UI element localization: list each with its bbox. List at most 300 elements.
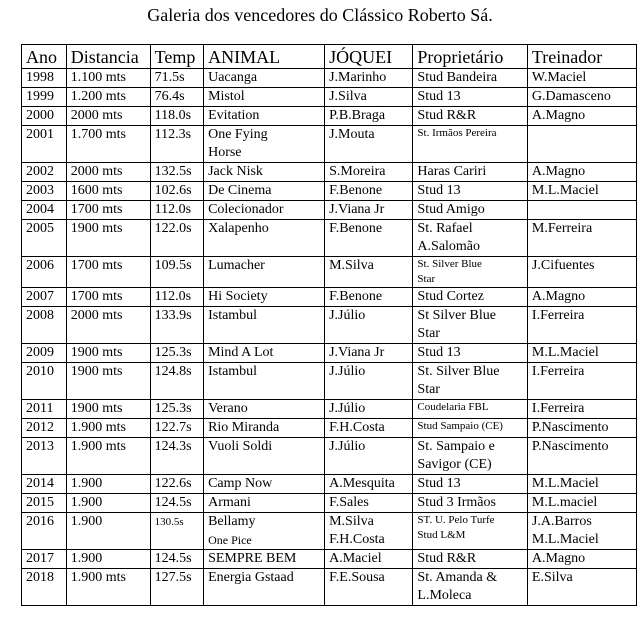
cell-temp (150, 288, 203, 307)
cell-distancia-text: 1700 mts (70, 258, 123, 273)
cell-joquei-line: A.Maciel (329, 551, 382, 566)
cell-ano-text: 2005 (26, 221, 54, 236)
cell-treinador-line: I.Ferreira (531, 308, 585, 323)
cell-treinador-line: J.A.Barros (531, 514, 592, 529)
cell-distancia-text: 1.100 mts (70, 70, 126, 85)
cell-animal-line: SEMPRE BEM (208, 551, 297, 566)
cell-animal (204, 344, 325, 363)
cell-animal-line: One Fying (208, 127, 268, 142)
cell-proprietario-line: Stud Cortez (417, 289, 484, 304)
table-row (22, 363, 637, 400)
table-row (22, 475, 637, 494)
cell-joquei-line: J.Mouta (329, 127, 375, 142)
cell-proprietario-line: Stud 3 Irmãos (417, 495, 496, 510)
cell-joquei-line: J.Júlio (329, 308, 366, 323)
cell-ano (22, 344, 67, 363)
cell-treinador-line: M.L.Maciel (531, 476, 599, 491)
cell-temp (150, 550, 203, 569)
cell-proprietario-line: Stud R&R (417, 108, 477, 123)
cell-ano-text: 2000 (26, 108, 54, 123)
table-row (22, 220, 637, 257)
cell-temp (150, 494, 203, 513)
cell-animal-line: Energia Gstaad (208, 570, 294, 585)
cell-treinador-line: J.Cifuentes (531, 258, 595, 273)
cell-temp-text: 133.9s (154, 308, 192, 323)
cell-ano-text: 2001 (26, 127, 54, 142)
cell-distancia (66, 494, 150, 513)
cell-treinador (527, 163, 636, 182)
cell-proprietario-line: Haras Cariri (417, 164, 487, 179)
header-temp: Temp (150, 45, 203, 69)
cell-temp-text: 112.0s (154, 289, 192, 304)
cell-ano (22, 400, 67, 419)
cell-distancia (66, 182, 150, 201)
cell-ano-text: 2014 (26, 476, 54, 491)
table-row (22, 201, 637, 220)
cell-distancia-text: 1.900 mts (70, 570, 126, 585)
cell-temp (150, 400, 203, 419)
cell-animal-line: Mistol (208, 89, 245, 104)
cell-proprietario (413, 513, 527, 550)
cell-animal (204, 400, 325, 419)
cell-joquei (325, 201, 413, 220)
cell-distancia (66, 419, 150, 438)
cell-treinador-line: A.Magno (531, 551, 586, 566)
cell-joquei (325, 257, 413, 288)
cell-proprietario-line: St. Irmãos Pereira (417, 127, 497, 139)
cell-temp-text: 124.5s (154, 495, 192, 510)
cell-joquei-line: J.Júlio (329, 364, 366, 379)
cell-ano (22, 550, 67, 569)
cell-ano (22, 438, 67, 475)
cell-proprietario-line: Star (417, 326, 440, 341)
cell-proprietario-line: Stud Sampaio (CE) (417, 420, 503, 432)
cell-joquei (325, 513, 413, 550)
cell-ano (22, 494, 67, 513)
cell-joquei (325, 163, 413, 182)
cell-temp-text: 112.3s (154, 127, 192, 142)
cell-treinador (527, 182, 636, 201)
cell-treinador-line: G.Damasceno (531, 89, 611, 104)
cell-treinador (527, 220, 636, 257)
cell-temp-text: 122.0s (154, 221, 192, 236)
cell-ano (22, 569, 67, 606)
cell-treinador (527, 201, 636, 220)
cell-joquei (325, 307, 413, 344)
cell-ano-text: 2016 (26, 514, 54, 529)
table-row (22, 569, 637, 606)
cell-treinador-line: E.Silva (531, 570, 573, 585)
header-ano: Ano (22, 45, 67, 69)
cell-distancia-text: 1.200 mts (70, 89, 126, 104)
cell-animal (204, 88, 325, 107)
cell-treinador-line: M.L.Maciel (531, 183, 599, 198)
cell-temp (150, 513, 203, 550)
cell-treinador-line: M.L.Maciel (531, 345, 599, 360)
cell-temp-text: 76.4s (154, 89, 185, 104)
cell-treinador (527, 126, 636, 163)
cell-proprietario-line: St. Amanda & (417, 570, 498, 585)
cell-treinador (527, 569, 636, 606)
cell-animal (204, 69, 325, 88)
cell-proprietario (413, 475, 527, 494)
cell-ano (22, 288, 67, 307)
cell-ano (22, 307, 67, 344)
cell-proprietario-line: A.Salomão (417, 239, 481, 254)
cell-treinador-line: A.Magno (531, 289, 586, 304)
cell-joquei (325, 494, 413, 513)
table-row (22, 126, 637, 163)
table-row (22, 257, 637, 288)
cell-proprietario (413, 107, 527, 126)
cell-proprietario (413, 363, 527, 400)
cell-joquei-line: P.B.Braga (329, 108, 386, 123)
cell-temp-text: 124.8s (154, 364, 192, 379)
cell-animal (204, 475, 325, 494)
cell-animal-line: Istambul (208, 364, 258, 379)
cell-distancia-text: 2000 mts (70, 164, 123, 179)
cell-treinador (527, 438, 636, 475)
cell-joquei (325, 419, 413, 438)
header-proprietario: Proprietário (413, 45, 527, 69)
table-row (22, 307, 637, 344)
cell-animal (204, 550, 325, 569)
cell-proprietario (413, 494, 527, 513)
cell-treinador-line: P.Nascimento (531, 420, 609, 435)
cell-proprietario (413, 182, 527, 201)
cell-animal (204, 438, 325, 475)
cell-distancia (66, 307, 150, 344)
cell-temp-text: 71.5s (154, 70, 185, 85)
cell-proprietario-line: Stud 13 (417, 183, 461, 198)
cell-distancia (66, 513, 150, 550)
cell-proprietario (413, 88, 527, 107)
cell-treinador (527, 344, 636, 363)
cell-temp-text: 132.5s (154, 164, 192, 179)
cell-temp-text: 125.3s (154, 401, 192, 416)
cell-animal-line: Hi Society (208, 289, 268, 304)
cell-animal (204, 220, 325, 257)
cell-animal-line: Mind A Lot (208, 345, 274, 360)
table-row (22, 344, 637, 363)
cell-distancia (66, 363, 150, 400)
cell-animal-line: De Cinema (208, 183, 272, 198)
cell-proprietario (413, 344, 527, 363)
cell-temp (150, 419, 203, 438)
cell-animal (204, 163, 325, 182)
cell-distancia-text: 1.900 mts (70, 439, 126, 454)
cell-joquei-line: M.Silva (329, 514, 374, 529)
cell-proprietario (413, 257, 527, 288)
cell-joquei-line: F.Benone (329, 183, 383, 198)
cell-proprietario-line: Stud L&M (417, 529, 466, 541)
cell-proprietario-line: Stud 13 (417, 345, 461, 360)
cell-joquei (325, 126, 413, 163)
cell-joquei-line: J.Júlio (329, 401, 366, 416)
cell-joquei (325, 69, 413, 88)
cell-animal-line: Camp Now (208, 476, 273, 491)
cell-ano (22, 163, 67, 182)
cell-animal-line: Colecionador (208, 202, 284, 217)
cell-proprietario (413, 569, 527, 606)
cell-ano-text: 2018 (26, 570, 54, 585)
cell-ano (22, 419, 67, 438)
cell-proprietario (413, 307, 527, 344)
cell-animal (204, 307, 325, 344)
cell-distancia-text: 1700 mts (70, 289, 123, 304)
cell-distancia-text: 1900 mts (70, 401, 123, 416)
cell-temp-text: 122.7s (154, 420, 192, 435)
cell-distancia-text: 2000 mts (70, 108, 123, 123)
cell-ano (22, 257, 67, 288)
cell-joquei-line: A.Mesquita (329, 476, 395, 491)
cell-treinador (527, 107, 636, 126)
cell-animal (204, 569, 325, 606)
table-row (22, 400, 637, 419)
cell-proprietario (413, 69, 527, 88)
cell-temp (150, 475, 203, 494)
cell-temp (150, 126, 203, 163)
cell-treinador-line: P.Nascimento (531, 439, 609, 454)
cell-ano-text: 2013 (26, 439, 54, 454)
cell-proprietario (413, 550, 527, 569)
cell-ano-text: 2017 (26, 551, 54, 566)
cell-joquei (325, 182, 413, 201)
cell-proprietario-line: ST. U. Pelo Turfe (417, 514, 495, 526)
cell-ano-text: 2008 (26, 308, 54, 323)
cell-distancia (66, 288, 150, 307)
cell-treinador (527, 288, 636, 307)
cell-ano (22, 126, 67, 163)
cell-joquei-line: F.Benone (329, 221, 383, 236)
cell-distancia (66, 88, 150, 107)
cell-proprietario-line: Star (417, 382, 440, 397)
cell-joquei (325, 107, 413, 126)
cell-distancia (66, 163, 150, 182)
cell-distancia (66, 220, 150, 257)
cell-distancia-text: 2000 mts (70, 308, 123, 323)
cell-treinador-line: I.Ferreira (531, 364, 585, 379)
cell-animal-line: Uacanga (208, 70, 258, 85)
cell-animal-line: Jack Nisk (208, 164, 263, 179)
cell-treinador-line: M.L.Maciel (531, 532, 599, 547)
cell-animal-line: Evitation (208, 108, 260, 123)
cell-proprietario (413, 126, 527, 163)
cell-distancia-text: 1900 mts (70, 345, 123, 360)
header-distancia: Distancia (66, 45, 150, 69)
cell-animal (204, 182, 325, 201)
table-body (22, 69, 637, 606)
cell-animal (204, 257, 325, 288)
cell-proprietario-line: L.Moleca (417, 588, 472, 603)
cell-animal (204, 363, 325, 400)
cell-joquei-line: J.Júlio (329, 439, 366, 454)
cell-joquei-line: M.Silva (329, 258, 374, 273)
cell-temp (150, 307, 203, 344)
cell-distancia-text: 1.900 (70, 495, 103, 510)
cell-animal-line: Vuoli Soldi (208, 439, 273, 454)
cell-treinador-line: A.Magno (531, 108, 586, 123)
table-row (22, 494, 637, 513)
cell-joquei-line: F.H.Costa (329, 532, 385, 547)
cell-joquei (325, 569, 413, 606)
cell-temp-text: 102.6s (154, 183, 192, 198)
cell-distancia-text: 1900 mts (70, 364, 123, 379)
cell-animal (204, 513, 325, 550)
cell-animal-line: One Pice (208, 533, 252, 547)
cell-joquei-line: J.Viana Jr (329, 345, 385, 360)
cell-proprietario (413, 288, 527, 307)
cell-joquei-line: F.E.Sousa (329, 570, 385, 585)
cell-proprietario-line: Stud Amigo (417, 202, 485, 217)
cell-animal-line: Bellamy (208, 514, 256, 529)
cell-temp-text: 124.3s (154, 439, 192, 454)
cell-temp (150, 220, 203, 257)
cell-animal-line: Horse (208, 145, 242, 160)
cell-joquei (325, 88, 413, 107)
cell-treinador-line: M.L.maciel (531, 495, 598, 510)
cell-distancia-text: 1900 mts (70, 221, 123, 236)
cell-temp-text: 125.3s (154, 345, 192, 360)
cell-distancia (66, 107, 150, 126)
cell-ano (22, 201, 67, 220)
cell-joquei (325, 363, 413, 400)
cell-proprietario-line: Savigor (CE) (417, 457, 492, 472)
cell-distancia (66, 475, 150, 494)
cell-ano (22, 475, 67, 494)
cell-treinador (527, 257, 636, 288)
table-row (22, 69, 637, 88)
table-row (22, 163, 637, 182)
table-row (22, 182, 637, 201)
cell-ano-text: 1999 (26, 89, 54, 104)
table-row (22, 107, 637, 126)
cell-treinador (527, 307, 636, 344)
cell-ano-text: 2002 (26, 164, 54, 179)
header-animal: ANIMAL (204, 45, 325, 69)
cell-ano-text: 2004 (26, 202, 54, 217)
table-row (22, 88, 637, 107)
table-row (22, 288, 637, 307)
cell-ano (22, 182, 67, 201)
cell-temp (150, 201, 203, 220)
cell-animal (204, 494, 325, 513)
cell-joquei (325, 288, 413, 307)
cell-distancia (66, 69, 150, 88)
cell-treinador (527, 550, 636, 569)
cell-ano (22, 107, 67, 126)
table-row (22, 513, 637, 550)
cell-temp-text: 109.5s (154, 258, 192, 273)
cell-temp-text: 130.5s (154, 516, 184, 528)
cell-proprietario-line: Star (417, 273, 436, 285)
cell-temp (150, 438, 203, 475)
cell-distancia (66, 344, 150, 363)
cell-proprietario (413, 400, 527, 419)
cell-animal-line: Armani (208, 495, 251, 510)
cell-temp (150, 163, 203, 182)
cell-temp (150, 69, 203, 88)
cell-proprietario (413, 438, 527, 475)
cell-animal-line: Verano (208, 401, 248, 416)
cell-joquei-line: S.Moreira (329, 164, 386, 179)
cell-treinador-line: A.Magno (531, 164, 586, 179)
cell-animal (204, 126, 325, 163)
cell-proprietario-line: St. Silver Blue (417, 364, 500, 379)
cell-animal (204, 288, 325, 307)
cell-joquei-line: J.Silva (329, 89, 367, 104)
cell-proprietario (413, 201, 527, 220)
cell-treinador-line: M.Ferreira (531, 221, 593, 236)
cell-joquei-line: J.Marinho (329, 70, 387, 85)
cell-ano-text: 2010 (26, 364, 54, 379)
cell-joquei (325, 400, 413, 419)
cell-treinador (527, 88, 636, 107)
cell-distancia (66, 550, 150, 569)
cell-joquei (325, 344, 413, 363)
cell-treinador-line: I.Ferreira (531, 401, 585, 416)
table-row (22, 419, 637, 438)
cell-temp (150, 107, 203, 126)
cell-joquei-line: F.Sales (329, 495, 369, 510)
cell-distancia (66, 126, 150, 163)
cell-distancia (66, 569, 150, 606)
cell-treinador (527, 513, 636, 550)
cell-joquei-line: F.H.Costa (329, 420, 385, 435)
cell-ano (22, 69, 67, 88)
cell-proprietario-line: St. Rafael (417, 221, 473, 236)
cell-temp (150, 363, 203, 400)
cell-proprietario-line: Stud Bandeira (417, 70, 498, 85)
cell-temp (150, 569, 203, 606)
cell-joquei (325, 438, 413, 475)
cell-proprietario-line: Stud 13 (417, 476, 461, 491)
cell-distancia (66, 438, 150, 475)
cell-proprietario-line: Coudelaria FBL (417, 401, 489, 413)
cell-distancia (66, 257, 150, 288)
cell-proprietario-line: Stud 13 (417, 89, 461, 104)
cell-temp (150, 344, 203, 363)
cell-joquei (325, 550, 413, 569)
header-row (22, 45, 637, 69)
cell-distancia-text: 1700 mts (70, 202, 123, 217)
cell-treinador (527, 419, 636, 438)
cell-temp (150, 182, 203, 201)
cell-treinador (527, 475, 636, 494)
table-row (22, 550, 637, 569)
cell-distancia (66, 400, 150, 419)
cell-proprietario-line: St. Silver Blue (417, 258, 482, 270)
cell-distancia-text: 1.700 mts (70, 127, 126, 142)
cell-temp-text: 122.6s (154, 476, 192, 491)
cell-temp-text: 124.5s (154, 551, 192, 566)
header-treinador: Treinador (527, 45, 636, 69)
cell-animal (204, 201, 325, 220)
cell-distancia-text: 1.900 (70, 476, 103, 491)
cell-ano-text: 2015 (26, 495, 54, 510)
cell-ano (22, 513, 67, 550)
cell-proprietario-line: St Silver Blue (417, 308, 496, 323)
cell-distancia-text: 1.900 (70, 514, 103, 529)
cell-treinador (527, 69, 636, 88)
cell-joquei-line: F.Benone (329, 289, 383, 304)
cell-ano-text: 2007 (26, 289, 54, 304)
cell-animal-line: Istambul (208, 308, 258, 323)
cell-proprietario-line: Stud R&R (417, 551, 477, 566)
cell-temp-text: 127.5s (154, 570, 192, 585)
cell-animal-line: Xalapenho (208, 221, 269, 236)
cell-animal-line: Rio Miranda (208, 420, 280, 435)
